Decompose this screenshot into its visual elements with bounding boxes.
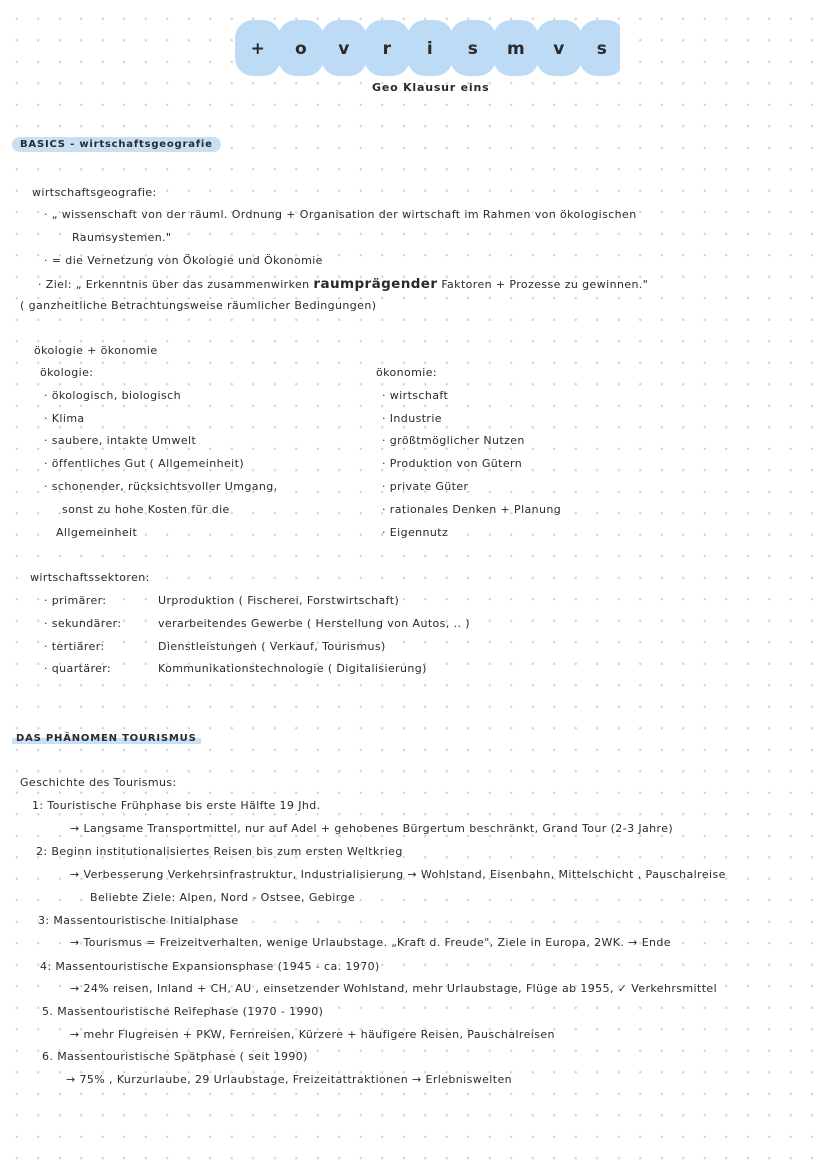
definition-title: wirtschaftsgeografie: bbox=[32, 186, 157, 199]
list-item: · größtmöglicher Nutzen bbox=[382, 434, 525, 447]
list-item: · öffentliches Gut ( Allgemeinheit) bbox=[44, 457, 245, 470]
history-detail: → Verbesserung Verkehrsinfrastruktur, Industrialisierung → Wohlstand, Eisenbahn, Mittelschicht , Pauschalreise bbox=[70, 868, 726, 881]
title-letter: o bbox=[294, 39, 308, 59]
list-item: · rationales Denken + Planung bbox=[382, 503, 562, 516]
definition-line: · „ wissenschaft von der räuml. Ordnung + Organisation der wirtschaft im Rahmen von ökologischen bbox=[44, 208, 637, 221]
list-item: sonst zu hohe Kosten für die bbox=[62, 503, 230, 516]
title-letter: s bbox=[596, 39, 608, 59]
history-detail: Beliebte Ziele: Alpen, Nord - Ostsee, Gebirge bbox=[90, 891, 356, 904]
definition-line-goal bbox=[38, 276, 648, 292]
list-item: · Eigennutz bbox=[382, 526, 449, 539]
sector-name: · sekundärer: bbox=[44, 617, 122, 630]
page-subtitle: Geo Klausur eins bbox=[372, 81, 490, 94]
definition-line: · = die Vernetzung von Ökologie und Ökonomie bbox=[44, 254, 323, 267]
list-item: · Klima bbox=[44, 412, 85, 425]
title-letter: v bbox=[553, 39, 565, 59]
definition-line: Raumsystemen." bbox=[72, 231, 172, 244]
goal-text: · Ziel: „ Erkenntnis über das zusammenwirken bbox=[38, 278, 310, 291]
title-letter: + bbox=[250, 39, 266, 59]
title-letter: s bbox=[467, 39, 479, 59]
history-phase: 1: Touristische Frühphase bis erste Hälfte 19 Jhd. bbox=[32, 799, 321, 812]
compare-title: ökologie + ökonomie bbox=[34, 344, 158, 357]
oekonomie-title: ökonomie: bbox=[376, 366, 437, 379]
history-detail: → Tourismus = Freizeitverhalten, wenige Urlaubstage. „Kraft d. Freude", Ziele in Europa, 2WK. → Ende bbox=[70, 936, 671, 949]
title-letter: r bbox=[382, 39, 392, 59]
list-item: · saubere, intakte Umwelt bbox=[44, 434, 197, 447]
goal-text: Faktoren + Prozesse zu gewinnen." bbox=[441, 278, 649, 291]
title-letter: i bbox=[426, 39, 434, 59]
history-phase: 3: Massentouristische Initialphase bbox=[38, 914, 239, 927]
section-heading-basics: BASICS - wirtschaftsgeografie bbox=[12, 137, 221, 152]
history-phase: 5. Massentouristische Reifephase (1970 - 1990) bbox=[42, 1005, 324, 1018]
title-letter: v bbox=[338, 39, 350, 59]
history-title: Geschichte des Tourismus: bbox=[20, 776, 177, 789]
list-item: · schonender, rücksichtsvoller Umgang, bbox=[44, 480, 278, 493]
list-item: · Produktion von Gütern bbox=[382, 457, 523, 470]
title-letter: m bbox=[506, 39, 526, 59]
list-item: · private Güter bbox=[382, 480, 469, 493]
sector-desc: Dienstleistungen ( Verkauf, Tourismus) bbox=[158, 640, 386, 653]
sector-desc: Kommunikationstechnologie ( Digitalisierung) bbox=[158, 662, 427, 675]
list-item: Allgemeinheit bbox=[56, 526, 138, 539]
history-phase: 6. Massentouristische Spätphase ( seit 1990) bbox=[42, 1050, 308, 1063]
list-item: · ökologisch, biologisch bbox=[44, 389, 181, 402]
sector-name: · quartärer: bbox=[44, 662, 112, 675]
list-item: · wirtschaft bbox=[382, 389, 449, 402]
sector-name: · tertiärer: bbox=[44, 640, 105, 653]
sector-name: · primärer: bbox=[44, 594, 107, 607]
history-detail: → 75% , Kurzurlaube, 29 Urlaubstage, Freizeitattraktionen → Erlebniswelten bbox=[66, 1073, 513, 1086]
sector-desc: verarbeitendes Gewerbe ( Herstellung von Autos, .. ) bbox=[158, 617, 470, 630]
sectors-title: wirtschaftssektoren: bbox=[30, 571, 150, 584]
history-detail: → Langsame Transportmittel, nur auf Adel + gehobenes Bürgertum beschränkt, Grand Tour (2-3 Jahre) bbox=[70, 822, 674, 835]
history-phase: 2: Beginn institutionalisiertes Reisen bis zum ersten Weltkrieg bbox=[36, 845, 403, 858]
goal-emphasis: raumprägender bbox=[313, 276, 438, 292]
history-detail: → mehr Flugreisen + PKW, Fernreisen, Kürzere + häufigere Reisen, Pauschalreisen bbox=[70, 1028, 555, 1041]
list-item: · Industrie bbox=[382, 412, 442, 425]
section-heading-tourismus: DAS PHÄNOMEN TOURISMUS bbox=[12, 733, 201, 744]
history-phase: 4: Massentouristische Expansionsphase (1945 - ca. 1970) bbox=[40, 960, 380, 973]
sector-desc: Urproduktion ( Fischerei, Forstwirtschaft) bbox=[158, 594, 400, 607]
page-title bbox=[230, 16, 620, 82]
oekologie-title: ökologie: bbox=[40, 366, 94, 379]
history-detail: → 24% reisen, Inland + CH, AU , einsetzender Wohlstand, mehr Urlaubstage, Flüge ab 1955, ✓ Verkehrsmittel bbox=[70, 982, 718, 995]
definition-line: ( ganzheitliche Betrachtungsweise räumlicher Bedingungen) bbox=[20, 299, 377, 312]
title-bubble-letters bbox=[230, 16, 620, 82]
